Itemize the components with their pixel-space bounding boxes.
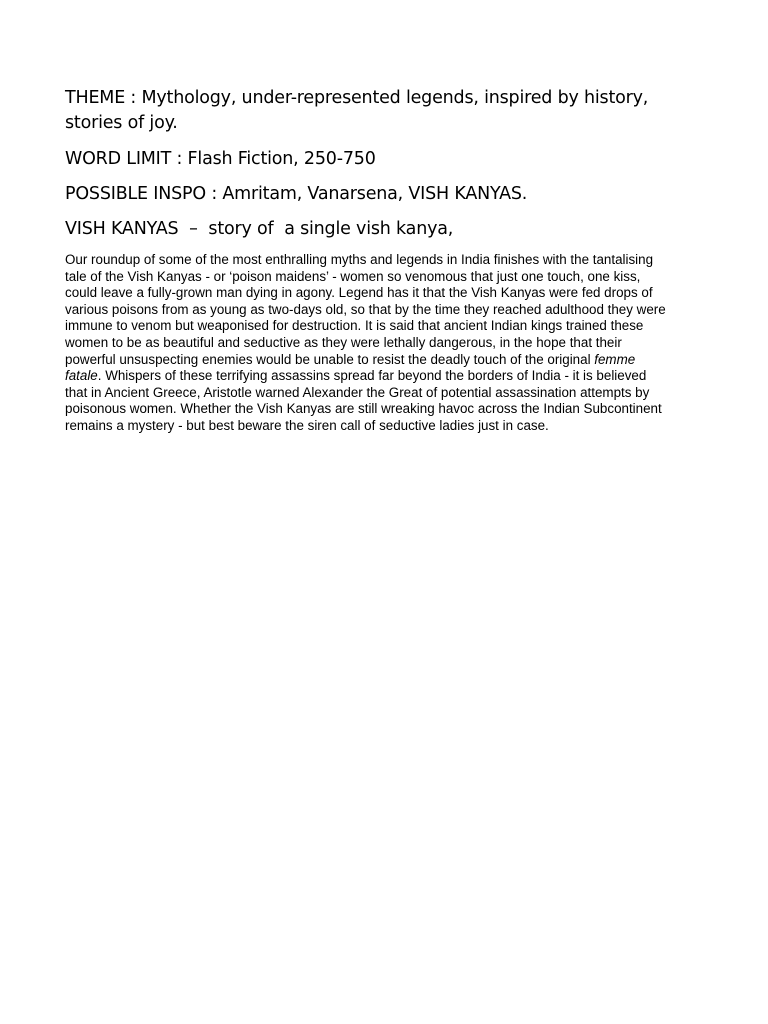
document-content bbox=[65, 86, 670, 435]
possible-inspo-line: POSSIBLE INSPO : Amritam, Vanarsena, VISH KANYAS. bbox=[65, 184, 528, 204]
body-paragraph bbox=[65, 252, 670, 435]
paragraph-text-start: Our roundup of some of the most enthralling myths and legends in India finishes with the tantalising tale of the Vish Kanyas - or ‘poison maidens’ - women so venomous that just one touch, one kiss, could leave a fully-grown man dying in agony. Legend has it that the Vish Kanyas were fed drops of various poisons from as young as two-days old, so that by the time they reached adulthood they were immune to venom but weaponised for destruction. It is said that ancient Indian kings trained these women to be as beautiful and seductive as they were lethally dangerous, in the hope that their powerful unsuspecting enemies would be unable to resist the deadly touch of the original bbox=[65, 252, 666, 367]
paragraph-text-end: . Whispers of these terrifying assassins spread far beyond the borders of India - it is believed that in Ancient Greece, Aristotle warned Alexander the Great of potential assassination attempts by poisonous women. Whether the Vish Kanyas are still wreaking havoc across the Indian Subcontinent remains a mystery - but best beware the siren call of seductive ladies just in case. bbox=[65, 368, 662, 433]
paragraph-italic-term: femme fatale bbox=[65, 351, 636, 384]
word-limit-line: WORD LIMIT : Flash Fiction, 250-750 bbox=[65, 149, 376, 169]
theme-line: THEME : Mythology, under-represented legends, inspired by history, stories of joy. bbox=[65, 88, 649, 133]
vish-kanyas-line: VISH KANYAS – story of a single vish kanya, bbox=[65, 219, 454, 239]
